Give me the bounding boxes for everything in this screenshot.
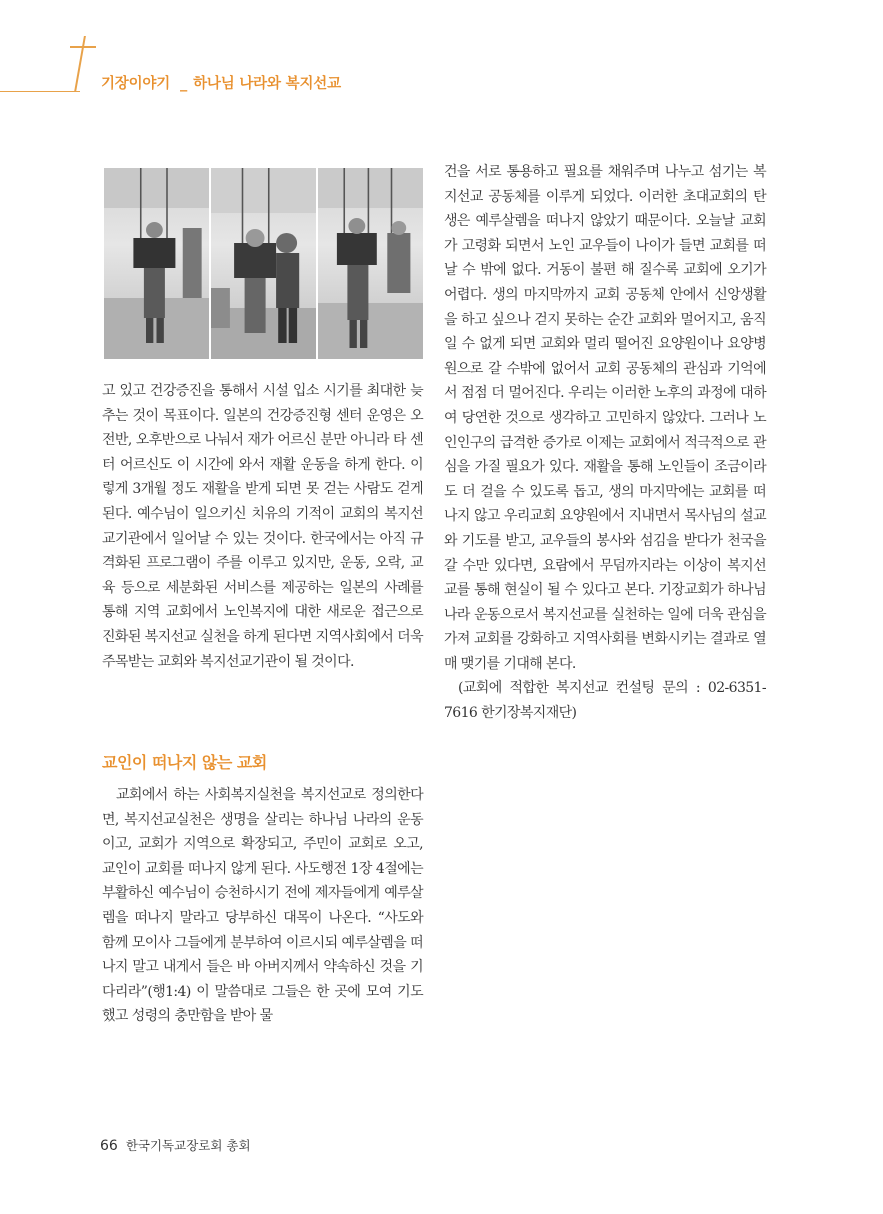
cross-icon xyxy=(74,36,85,92)
rehab-photo-2 xyxy=(211,168,316,359)
header-title xyxy=(101,72,341,93)
rehab-photo-strip xyxy=(104,168,423,359)
rehab-photo-1 xyxy=(104,168,209,359)
left-column-top xyxy=(102,379,423,674)
page-header xyxy=(0,36,883,106)
header-subtitle: 하나님 나라와 복지선교 xyxy=(193,76,341,92)
body-paragraph: 고 있고 건강증진을 통해서 시설 입소 시기를 최대한 늦추는 것이 목표이다. 일본의 건강증진형 센터 운영은 오전반, 오후반으로 나눠서 재가 어르신 분만 아니라 타 센터 어르신도 이 시간에 와서 재활 운동을 하게 한다. 이렇게 3개월 정도 재활을 받게 되면 못 걷는 사람도 걷게 된다. 예수님이 일으키신 치유의 기적이 교회의 복지선교기관에서 일어날 수 있는 것이다. 한국에서는 아직 규격화된 프로그램이 주를 이루고 있지만, 운동, 오락, 교육 등으로 세분화된 서비스를 제공하는 일본의 사례를 통해 지역 교회에서 노인복지에 대한 새로운 접근으로 진화된 복지선교 실천을 하게 된다면 지역사회에서 더욱 주목받는 교회와 복지선교기관이 될 것이다. xyxy=(102,383,423,670)
body-paragraph: 교회에서 하는 사회복지실천을 복지선교로 정의한다면, 복지선교실천은 생명을 살리는 하나님 나라의 운동이고, 교회가 지역으로 확장되고, 주민이 교회로 오고, 교인이 교회를 떠나지 않게 된다. 사도행전 1장 4절에는 부활하신 예수님이 승천하시기 전에 제자들에게 예루살렘을 떠나지 말라고 당부하신 대목이 나온다. “사도와 함께 모이사 그들에게 분부하여 이르시되 예루살렘을 떠나지 말고 내게서 들은 바 아버지께서 약속하신 것을 기다리라”(행1:4) 이 말씀대로 그들은 한 곳에 모여 기도했고 성령의 충만함을 받아 물 xyxy=(102,787,423,1025)
publication-name: 한국기독교장로회 총회 xyxy=(125,1138,251,1153)
header-category: 기장이야기 xyxy=(101,76,171,92)
right-column xyxy=(444,160,766,726)
page-footer xyxy=(100,1136,251,1154)
rehab-photo-3 xyxy=(318,168,423,359)
section-title: 교인이 떠나지 않는 교회 xyxy=(102,753,267,772)
body-paragraph: 건을 서로 통용하고 필요를 채워주며 나누고 섬기는 복지선교 공동체를 이루게 되었다. 이러한 초대교회의 탄생은 예루살렘을 떠나지 않았기 때문이다. 오늘날 교회가 고령화 되면서 노인 교우들이 나이가 들면 교회를 떠날 수 밖에 없다. 거동이 불편 해 질수록 교회에 오기가 어렵다. 생의 마지막까지 교회 공동체 안에서 신앙생활을 하고 싶으나 걷지 못하는 순간 교회와 멀어지고, 움직일 수 없게 되면 교회와 멀리 떨어진 요양원이나 요양병원으로 갈 수밖에 없어서 교회 공동체의 관심과 기억에서 점점 더 멀어진다. 우리는 이러한 노후의 과정에 대하여 당연한 것으로 생각하고 고민하지 않았다. 그러나 노인인구의 급격한 증가로 이제는 교회에서 적극적으로 관심을 가질 필요가 있다. 재활을 통해 노인들이 조금이라도 더 걸을 수 있도록 돕고, 생의 마지막에는 교회를 떠나지 않고 우리교회 요양원에서 지내면서 목사님의 설교와 기도를 받고, 교우들의 봉사와 섬김을 받다가 천국을 갈 수만 있다면, 요람에서 무덤까지라는 이상이 복지선교를 통해 현실이 될 수 있다고 본다. 기장교회가 하나님 나라 운동으로서 복지선교를 실천하는 일에 더욱 관심을 가져 교회를 강화하고 지역사회를 변화시키는 결과로 열매 맺기를 기대해 본다. xyxy=(444,164,766,672)
header-separator: _ xyxy=(180,76,188,92)
cross-icon-bar xyxy=(70,46,96,48)
left-column-bottom xyxy=(102,783,423,1029)
page-number: 66 xyxy=(100,1138,118,1154)
contact-info: (교회에 적합한 복지선교 컨설팅 문의 : 02-6351-7616 한기장복지재단) xyxy=(444,680,766,722)
header-rule xyxy=(0,91,80,92)
